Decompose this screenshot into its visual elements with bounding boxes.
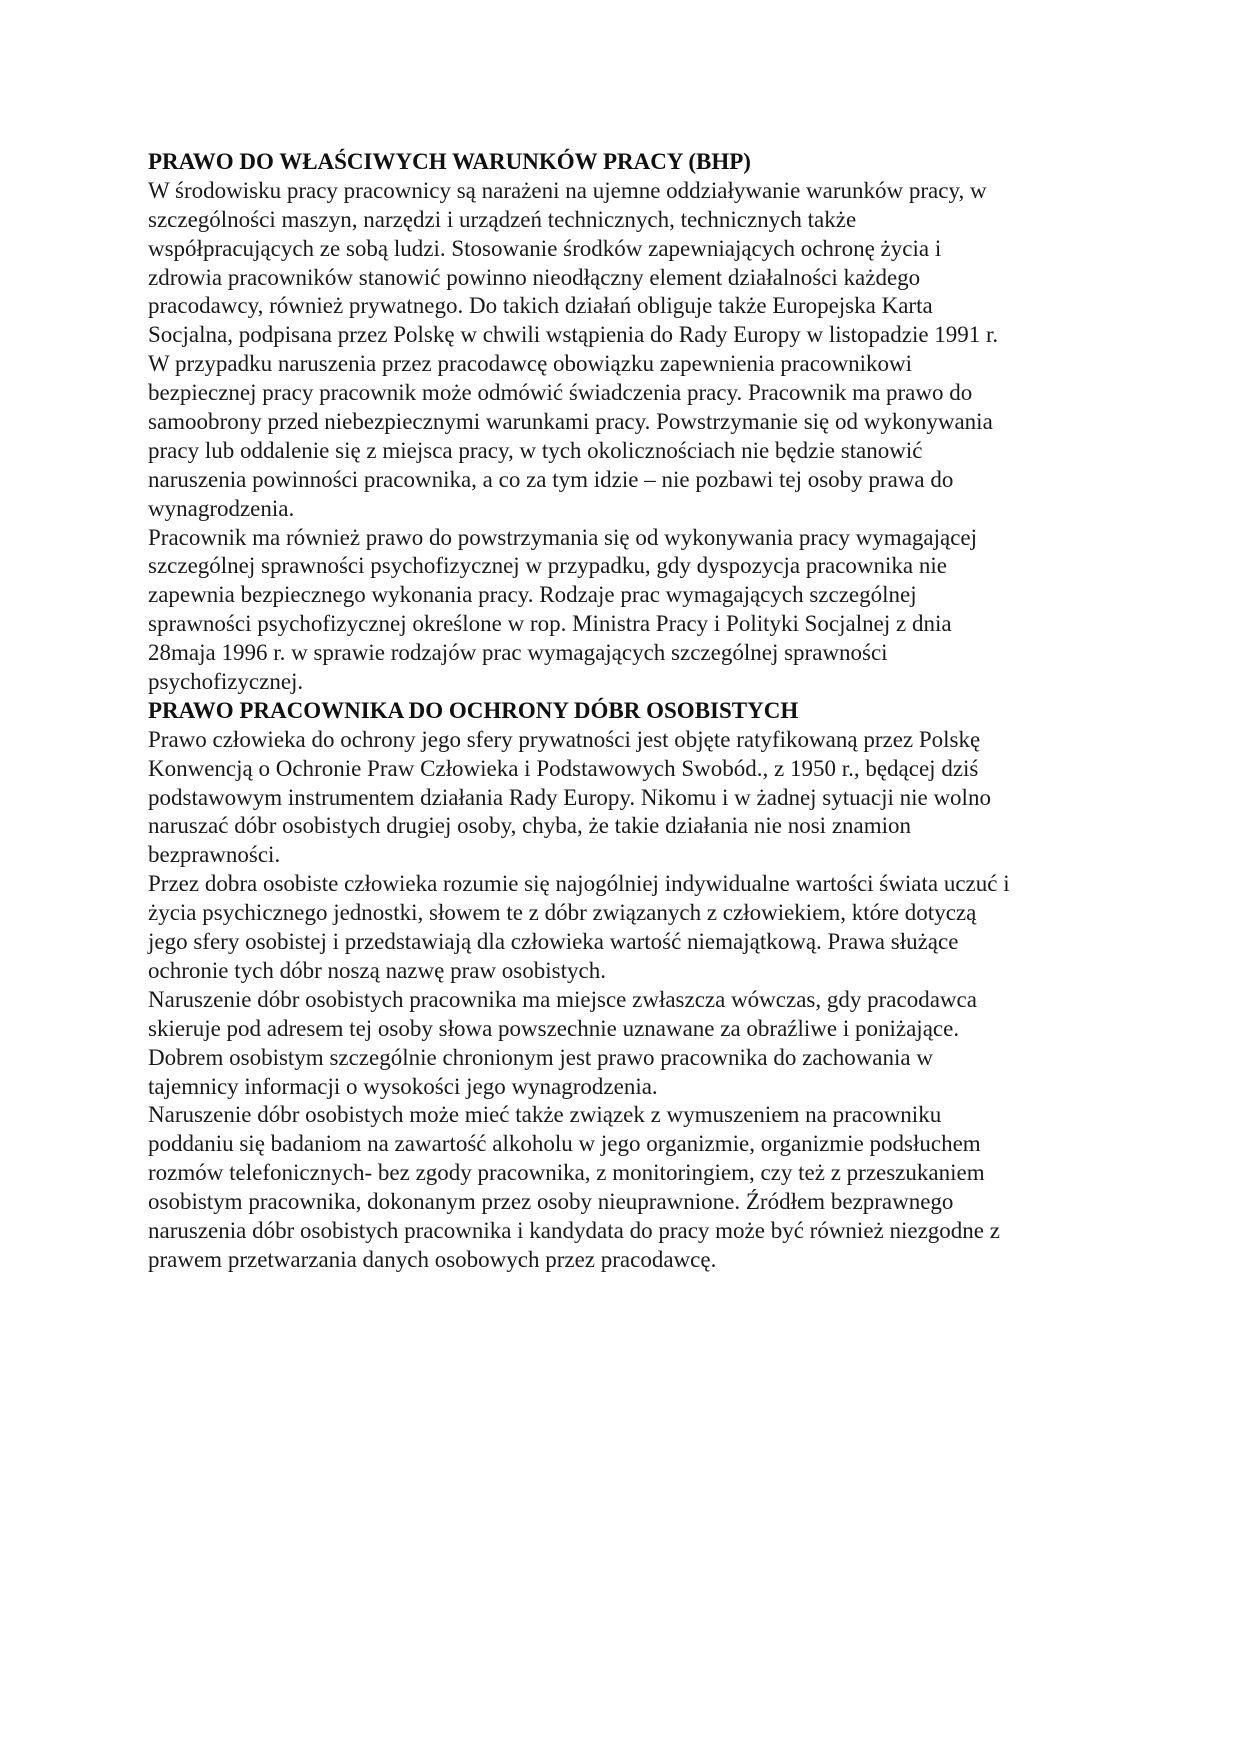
body-text-line: Prawo człowieka do ochrony jego sfery prywatności jest objęte ratyfikowaną przez Polskę xyxy=(148,726,981,752)
body-text-line: podstawowym instrumentem działania Rady Europy. Nikomu i w żadnej sytuacji nie wolno xyxy=(148,784,991,810)
body-text-line: rozmów telefonicznych- bez zgody pracownika, z monitoringiem, czy też z przeszukaniem xyxy=(148,1160,985,1186)
body-text-line: naruszać dóbr osobistych drugiej osoby, chyba, że takie działania nie nosi znamion xyxy=(148,813,912,839)
body-text-line: skieruje pod adresem tej osoby słowa powszechnie uznawane za obraźliwe i poniżające. xyxy=(148,1015,960,1041)
body-text-line: W środowisku pracy pracownicy są narażeni na ujemne oddziaływanie warunków pracy, w xyxy=(148,177,987,203)
body-text-line: 28maja 1996 r. w sprawie rodzajów prac wymagających szczególnej sprawności xyxy=(148,640,888,666)
body-text-line: życia psychicznego jednostki, słowem te z dóbr związanych z człowiekiem, które dotyczą xyxy=(148,900,977,926)
body-text-line: Przez dobra osobiste człowieka rozumie się najogólniej indywidualne wartości świata uczuć i xyxy=(148,871,1010,897)
body-text-line: współpracujących ze sobą ludzi. Stosowanie środków zapewniających ochronę życia i xyxy=(148,235,942,261)
body-text-line: sprawności psychofizycznej określone w rop. Ministra Pracy i Polityki Socjalnej z dnia xyxy=(148,611,952,637)
body-text-line: szczególnej sprawności psychofizycznej w przypadku, gdy dyspozycja pracownika nie xyxy=(148,553,947,579)
section-heading: PRAWO PRACOWNIKA DO OCHRONY DÓBR OSOBISTYCH xyxy=(148,697,799,723)
body-text-line: szczególności maszyn, narzędzi i urządzeń technicznych, technicznych także xyxy=(148,206,857,232)
body-text-line: W przypadku naruszenia przez pracodawcę obowiązku zapewnienia pracownikowi xyxy=(148,351,912,377)
body-text-line: naruszenia powinności pracownika, a co za tym idzie – nie pozbawi tej osoby prawa do xyxy=(148,466,954,492)
body-text-line: Dobrem osobistym szczególnie chronionym jest prawo pracownika do zachowania w xyxy=(148,1044,933,1070)
body-text-line: bezprawności. xyxy=(148,842,281,868)
body-text-line: tajemnicy informacji o wysokości jego wynagrodzenia. xyxy=(148,1073,658,1099)
body-text-line: jego sfery osobistej i przedstawiają dla człowieka wartość niemajątkową. Prawa służące xyxy=(148,929,959,955)
body-text-line: poddaniu się badaniom na zawartość alkoholu w jego organizmie, organizmie podsłuchem xyxy=(148,1131,981,1157)
body-text-line: osobistym pracownika, dokonanym przez osoby nieuprawnione. Źródłem bezprawnego xyxy=(148,1189,954,1215)
body-text-line: zdrowia pracowników stanowić powinno nieodłączny element działalności każdego xyxy=(148,264,921,290)
body-text-line: ochronie tych dóbr noszą nazwę praw osobistych. xyxy=(148,957,606,983)
body-text-line: Naruszenie dóbr osobistych pracownika ma miejsce zwłaszcza wówczas, gdy pracodawca xyxy=(148,986,977,1012)
body-text-line: pracy lub oddalenie się z miejsca pracy, w tych okolicznościach nie będzie stanowić xyxy=(148,437,923,463)
body-text-line: pracodawcy, również prywatnego. Do takich działań obliguje także Europejska Karta xyxy=(148,293,933,319)
body-text-line: prawem przetwarzania danych osobowych przez pracodawcę. xyxy=(148,1246,717,1272)
body-text-line: zapewnia bezpiecznego wykonania pracy. Rodzaje prac wymagających szczególnej xyxy=(148,582,917,608)
body-text-line: wynagrodzenia. xyxy=(148,495,295,521)
section-heading: PRAWO DO WŁAŚCIWYCH WARUNKÓW PRACY (BHP) xyxy=(148,149,751,174)
body-text-line: samoobrony przed niebezpiecznymi warunkami pracy. Powstrzymanie się od wykonywania xyxy=(148,409,993,435)
document-page xyxy=(148,148,1088,1275)
body-text-line: Pracownik ma również prawo do powstrzymania się od wykonywania pracy wymagającej xyxy=(148,524,978,550)
body-text-line: naruszenia dóbr osobistych pracownika i kandydata do pracy może być również niezgodne z xyxy=(148,1217,1000,1243)
body-text-line: Konwencją o Ochronie Praw Człowieka i Podstawowych Swobód., z 1950 r., będącej dziś xyxy=(148,755,979,781)
body-text-line: Socjalna, podpisana przez Polskę w chwili wstąpienia do Rady Europy w listopadzie 1991 r. xyxy=(148,322,999,348)
body-text-line: bezpiecznej pracy pracownik może odmówić świadczenia pracy. Pracownik ma prawo do xyxy=(148,380,973,406)
body-text-line: psychofizycznej. xyxy=(148,669,304,695)
body-text-line: Naruszenie dóbr osobistych może mieć także związek z wymuszeniem na pracowniku xyxy=(148,1102,942,1128)
